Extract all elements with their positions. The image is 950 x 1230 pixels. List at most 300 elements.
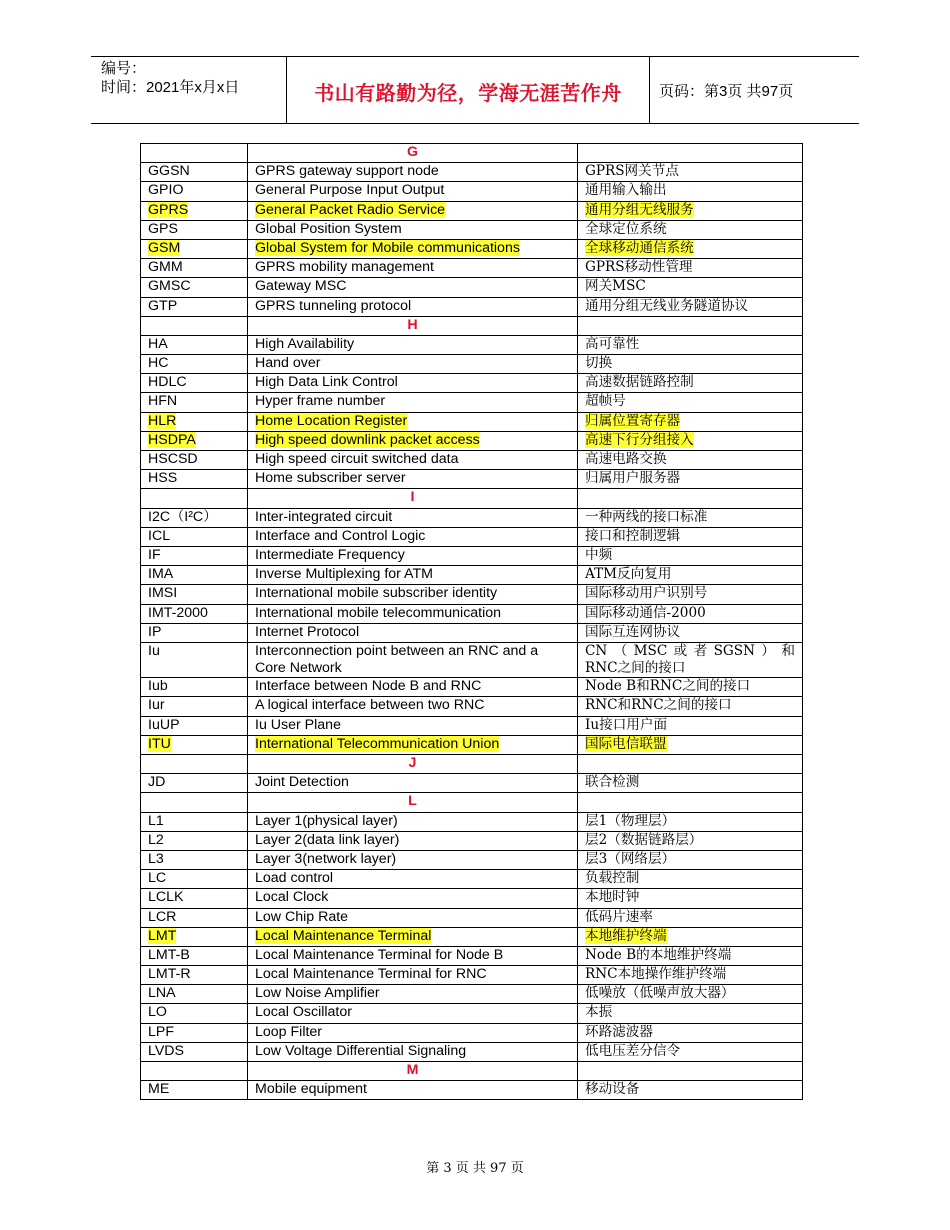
chinese-term-word: （ bbox=[613, 642, 628, 659]
english-term: Local Oscillator bbox=[255, 1004, 352, 1021]
chinese-term: 移动设备 bbox=[585, 1081, 640, 1098]
glossary-row bbox=[141, 870, 803, 889]
glossary-row bbox=[141, 623, 803, 642]
glossary-table bbox=[140, 143, 803, 1100]
english-term-cell bbox=[248, 946, 578, 965]
english-term-cell bbox=[248, 889, 578, 908]
chinese-term: 国际移动通信-2000 bbox=[585, 604, 706, 621]
chinese-term: GPRS移动性管理 bbox=[585, 259, 693, 276]
chinese-term-cell bbox=[578, 470, 803, 489]
chinese-term-word: 和 bbox=[781, 642, 795, 659]
abbreviation: LCR bbox=[148, 908, 177, 925]
chinese-term: RNC本地操作维护终端 bbox=[585, 966, 727, 983]
abbreviation-cell bbox=[141, 774, 248, 793]
glossary-row bbox=[141, 908, 803, 927]
english-term-cell bbox=[248, 927, 578, 946]
chinese-term: 一种两线的接口标准 bbox=[585, 508, 708, 525]
chinese-term: 国际互连网协议 bbox=[585, 623, 681, 640]
glossary-row bbox=[141, 470, 803, 489]
chinese-term: ATM反向复用 bbox=[585, 566, 672, 583]
chinese-term: Node B和RNC之间的接口 bbox=[585, 678, 751, 695]
english-term-cell bbox=[248, 412, 578, 431]
section-letter: J bbox=[248, 755, 578, 774]
abbreviation-cell bbox=[141, 642, 248, 677]
abbreviation: L3 bbox=[148, 850, 164, 867]
glossary-row bbox=[141, 642, 803, 677]
english-term: Low Noise Amplifier bbox=[255, 985, 380, 1002]
chinese-term-cell bbox=[578, 927, 803, 946]
abbreviation-cell bbox=[141, 623, 248, 642]
chinese-term-cell bbox=[578, 259, 803, 278]
chinese-term-cell bbox=[578, 182, 803, 201]
chinese-term: 归属位置寄存器 bbox=[585, 412, 681, 429]
chinese-term-cell bbox=[578, 374, 803, 393]
abbreviation: ICL bbox=[148, 527, 171, 544]
chinese-term-cell bbox=[578, 697, 803, 716]
chinese-term: 本地维护终端 bbox=[585, 927, 667, 944]
english-term: Intermediate Frequency bbox=[255, 546, 405, 563]
glossary-row bbox=[141, 831, 803, 850]
chinese-term: 高速下行分组接入 bbox=[585, 431, 694, 448]
abbreviation-cell bbox=[141, 870, 248, 889]
header-motto: 书山有路勤为径，学海无涯苦作舟 bbox=[314, 83, 622, 105]
section-letter: H bbox=[248, 316, 578, 335]
abbreviation: L1 bbox=[148, 812, 164, 829]
english-term-cell bbox=[248, 812, 578, 831]
chinese-term: 低电压差分信令 bbox=[585, 1042, 681, 1059]
header-meta bbox=[101, 59, 239, 97]
abbreviation-cell bbox=[141, 259, 248, 278]
english-term: Loop Filter bbox=[255, 1023, 323, 1040]
abbreviation: HFN bbox=[148, 393, 178, 410]
empty-cell bbox=[578, 144, 803, 163]
english-term-cell bbox=[248, 566, 578, 585]
english-term-cell bbox=[248, 259, 578, 278]
english-term-cell bbox=[248, 431, 578, 450]
abbreviation: LCLK bbox=[148, 889, 184, 906]
english-term: Local Clock bbox=[255, 889, 329, 906]
abbreviation-cell bbox=[141, 527, 248, 546]
english-term: Hyper frame number bbox=[255, 393, 386, 410]
chinese-term-cell bbox=[578, 278, 803, 297]
english-term: GPRS mobility management bbox=[255, 259, 434, 276]
abbreviation: Iu bbox=[148, 642, 160, 659]
chinese-term-cell bbox=[578, 451, 803, 470]
abbreviation-cell bbox=[141, 355, 248, 374]
abbreviation-cell bbox=[141, 1081, 248, 1100]
abbreviation-cell bbox=[141, 889, 248, 908]
english-term: Layer 1(physical layer) bbox=[255, 812, 398, 829]
abbreviation-cell bbox=[141, 1004, 248, 1023]
chinese-term-cell bbox=[578, 604, 803, 623]
english-term: Interface and Control Logic bbox=[255, 527, 426, 544]
abbreviation: GMM bbox=[148, 259, 183, 276]
abbreviation-cell bbox=[141, 908, 248, 927]
glossary-row bbox=[141, 163, 803, 182]
glossary-row bbox=[141, 297, 803, 316]
english-term-cell bbox=[248, 297, 578, 316]
chinese-term-word: MSC bbox=[633, 642, 668, 659]
glossary-row bbox=[141, 412, 803, 431]
english-term: Home Location Register bbox=[255, 412, 408, 429]
english-term-cell bbox=[248, 870, 578, 889]
chinese-term-cell bbox=[578, 335, 803, 354]
empty-cell bbox=[578, 755, 803, 774]
abbreviation: LMT-R bbox=[148, 966, 191, 983]
glossary-row bbox=[141, 774, 803, 793]
chinese-term-cell bbox=[578, 508, 803, 527]
chinese-term: 高可靠性 bbox=[585, 335, 640, 352]
english-term-cell bbox=[248, 735, 578, 754]
chinese-term: 联合检测 bbox=[585, 774, 640, 791]
english-term-cell bbox=[248, 1023, 578, 1042]
chinese-term-cell bbox=[578, 966, 803, 985]
chinese-term-cell bbox=[578, 985, 803, 1004]
english-term: Mobile equipment bbox=[255, 1081, 367, 1098]
english-term-cell bbox=[248, 470, 578, 489]
glossary-row bbox=[141, 239, 803, 258]
chinese-term: 高速数据链路控制 bbox=[585, 374, 694, 391]
chinese-term-cell bbox=[578, 585, 803, 604]
english-term-cell bbox=[248, 716, 578, 735]
english-term-cell bbox=[248, 374, 578, 393]
glossary-row bbox=[141, 927, 803, 946]
chinese-term-cell bbox=[578, 239, 803, 258]
abbreviation: LC bbox=[148, 870, 167, 887]
english-term: GPRS tunneling protocol bbox=[255, 297, 412, 314]
chinese-term: 中频 bbox=[585, 546, 613, 563]
section-row bbox=[141, 144, 803, 163]
abbreviation-cell bbox=[141, 585, 248, 604]
abbreviation: HSCSD bbox=[148, 451, 198, 467]
english-term: Joint Detection bbox=[255, 774, 349, 791]
chinese-term: GPRS网关节点 bbox=[585, 163, 679, 180]
abbreviation: GGSN bbox=[148, 163, 190, 180]
section-row bbox=[141, 1062, 803, 1081]
english-term: Local Maintenance Terminal bbox=[255, 927, 432, 944]
abbreviation-cell bbox=[141, 927, 248, 946]
chinese-term: 网关MSC bbox=[585, 278, 646, 295]
header-page-info: 页码：第3页 共97页 bbox=[659, 83, 794, 100]
glossary-row bbox=[141, 335, 803, 354]
english-term-cell bbox=[248, 966, 578, 985]
english-term: High speed downlink packet access bbox=[255, 431, 480, 448]
english-term: Layer 3(network layer) bbox=[255, 850, 397, 867]
abbreviation: GSM bbox=[148, 239, 181, 256]
empty-cell bbox=[141, 144, 248, 163]
abbreviation-cell bbox=[141, 850, 248, 869]
glossary-row bbox=[141, 201, 803, 220]
section-row bbox=[141, 489, 803, 508]
english-term: Iu User Plane bbox=[255, 716, 341, 733]
abbreviation: Iur bbox=[148, 697, 165, 714]
chinese-term-cell bbox=[578, 201, 803, 220]
chinese-term: 本地时钟 bbox=[585, 889, 640, 906]
glossary-row bbox=[141, 508, 803, 527]
glossary-row bbox=[141, 604, 803, 623]
abbreviation-cell bbox=[141, 220, 248, 239]
abbreviation: IMSI bbox=[148, 585, 178, 602]
chinese-term-cell bbox=[578, 642, 803, 677]
chinese-term-cell bbox=[578, 1023, 803, 1042]
english-term: Low Chip Rate bbox=[255, 908, 349, 925]
english-term-cell bbox=[248, 527, 578, 546]
glossary-row bbox=[141, 946, 803, 965]
glossary-row bbox=[141, 716, 803, 735]
english-term-cell bbox=[248, 585, 578, 604]
chinese-term: 全球移动通信系统 bbox=[585, 239, 694, 256]
abbreviation: HC bbox=[148, 355, 169, 372]
english-term: Inter-integrated circuit bbox=[255, 508, 393, 525]
abbreviation: GMSC bbox=[148, 278, 191, 295]
abbreviation-cell bbox=[141, 678, 248, 697]
abbreviation: ITU bbox=[148, 735, 171, 752]
english-term: Inverse Multiplexing for ATM bbox=[255, 566, 433, 583]
empty-cell bbox=[141, 755, 248, 774]
empty-cell bbox=[578, 1062, 803, 1081]
chinese-term: 层3（网络层） bbox=[585, 850, 676, 867]
chinese-term: 负载控制 bbox=[585, 870, 640, 887]
english-term-cell bbox=[248, 985, 578, 1004]
chinese-term-word: SGSN bbox=[713, 642, 755, 659]
glossary-row bbox=[141, 812, 803, 831]
abbreviation-cell bbox=[141, 735, 248, 754]
abbreviation-cell bbox=[141, 1023, 248, 1042]
chinese-term: 通用分组无线服务 bbox=[585, 201, 694, 218]
empty-cell bbox=[141, 316, 248, 335]
abbreviation: HSDPA bbox=[148, 431, 196, 448]
chinese-term: Node B的本地维护终端 bbox=[585, 946, 732, 963]
section-letter: M bbox=[248, 1062, 578, 1081]
abbreviation: IMT-2000 bbox=[148, 604, 208, 621]
chinese-term: 通用分组无线业务隧道协议 bbox=[585, 297, 749, 314]
section-letter: G bbox=[248, 144, 578, 163]
glossary-row bbox=[141, 374, 803, 393]
chinese-term-line bbox=[585, 643, 795, 660]
glossary-row bbox=[141, 1042, 803, 1061]
chinese-term: 国际电信联盟 bbox=[585, 735, 667, 752]
english-term-cell bbox=[248, 546, 578, 565]
abbreviation: GPS bbox=[148, 220, 178, 237]
abbreviation-cell bbox=[141, 239, 248, 258]
chinese-term-cell bbox=[578, 393, 803, 412]
document-number-label: 编号： bbox=[101, 60, 147, 77]
empty-cell bbox=[578, 793, 803, 812]
english-term-cell bbox=[248, 850, 578, 869]
chinese-term-cell bbox=[578, 412, 803, 431]
glossary-row bbox=[141, 1023, 803, 1042]
english-term-cell bbox=[248, 201, 578, 220]
abbreviation: GPRS bbox=[148, 201, 189, 218]
glossary-row bbox=[141, 393, 803, 412]
english-term: International Telecommunication Union bbox=[255, 735, 500, 752]
english-term-cell bbox=[248, 220, 578, 239]
section-row bbox=[141, 793, 803, 812]
chinese-term: 超帧号 bbox=[585, 393, 626, 410]
empty-cell bbox=[141, 793, 248, 812]
glossary-row bbox=[141, 355, 803, 374]
header-divider bbox=[649, 57, 650, 123]
english-term: Global System for Mobile communications bbox=[255, 239, 520, 256]
abbreviation: IP bbox=[148, 623, 162, 640]
abbreviation: LMT bbox=[148, 927, 177, 944]
chinese-term: 切换 bbox=[585, 355, 613, 372]
abbreviation: IF bbox=[148, 546, 161, 563]
chinese-term-cell bbox=[578, 678, 803, 697]
english-term-cell bbox=[248, 508, 578, 527]
page-header bbox=[91, 56, 859, 124]
chinese-term-cell bbox=[578, 774, 803, 793]
abbreviation-cell bbox=[141, 812, 248, 831]
empty-cell bbox=[141, 489, 248, 508]
english-term-cell bbox=[248, 831, 578, 850]
glossary-row bbox=[141, 527, 803, 546]
abbreviation-cell bbox=[141, 566, 248, 585]
english-term-cell bbox=[248, 642, 578, 677]
page-footer: 第 3 页 共 97 页 bbox=[426, 1161, 524, 1176]
english-term: Global Position System bbox=[255, 220, 402, 237]
english-term: Load control bbox=[255, 870, 334, 887]
english-term-cell bbox=[248, 335, 578, 354]
abbreviation-cell bbox=[141, 1042, 248, 1061]
chinese-term-cell bbox=[578, 946, 803, 965]
abbreviation-cell bbox=[141, 163, 248, 182]
chinese-term: 通用输入输出 bbox=[585, 182, 667, 199]
chinese-term-cell bbox=[578, 735, 803, 754]
abbreviation-cell bbox=[141, 297, 248, 316]
english-term: International mobile subscriber identity bbox=[255, 585, 498, 602]
empty-cell bbox=[578, 489, 803, 508]
chinese-term-cell bbox=[578, 1042, 803, 1061]
english-term: Hand over bbox=[255, 355, 321, 372]
abbreviation: LVDS bbox=[148, 1042, 185, 1059]
abbreviation: LNA bbox=[148, 985, 176, 1002]
english-term-cell bbox=[248, 697, 578, 716]
chinese-term-cell bbox=[578, 623, 803, 642]
abbreviation-cell bbox=[141, 546, 248, 565]
glossary-row bbox=[141, 546, 803, 565]
abbreviation-cell bbox=[141, 985, 248, 1004]
abbreviation: LO bbox=[148, 1004, 167, 1021]
chinese-term-cell bbox=[578, 812, 803, 831]
glossary-row bbox=[141, 1004, 803, 1023]
chinese-term-word: ） bbox=[761, 642, 775, 659]
abbreviation-cell bbox=[141, 182, 248, 201]
abbreviation-cell bbox=[141, 966, 248, 985]
abbreviation: HDLC bbox=[148, 374, 187, 391]
section-row bbox=[141, 316, 803, 335]
english-term-cell bbox=[248, 355, 578, 374]
chinese-term-cell bbox=[578, 889, 803, 908]
abbreviation: IMA bbox=[148, 566, 174, 583]
chinese-term-cell bbox=[578, 527, 803, 546]
abbreviation: HLR bbox=[148, 412, 177, 429]
glossary-row bbox=[141, 566, 803, 585]
chinese-term: 环路滤波器 bbox=[585, 1023, 653, 1040]
chinese-term: 层2（数据链路层） bbox=[585, 831, 703, 848]
abbreviation-cell bbox=[141, 470, 248, 489]
chinese-term: 接口和控制逻辑 bbox=[585, 527, 681, 544]
english-term-cell bbox=[248, 278, 578, 297]
glossary-row bbox=[141, 678, 803, 697]
section-letter: I bbox=[248, 489, 578, 508]
abbreviation: JD bbox=[148, 774, 166, 791]
chinese-term-cell bbox=[578, 546, 803, 565]
english-term: General Purpose Input Output bbox=[255, 182, 445, 199]
chinese-term: RNC和RNC之间的接口 bbox=[585, 697, 732, 714]
english-term-cell bbox=[248, 163, 578, 182]
chinese-term-cell bbox=[578, 163, 803, 182]
chinese-term-cell bbox=[578, 908, 803, 927]
english-term: Internet Protocol bbox=[255, 623, 360, 640]
english-term: High speed circuit switched data bbox=[255, 451, 459, 467]
abbreviation-cell bbox=[141, 451, 248, 470]
english-term-cell bbox=[248, 182, 578, 201]
english-term-cell bbox=[248, 623, 578, 642]
abbreviation: HSS bbox=[148, 470, 178, 487]
chinese-term: 国际移动用户识别号 bbox=[585, 585, 708, 602]
abbreviation: L2 bbox=[148, 831, 164, 848]
english-term-cell bbox=[248, 393, 578, 412]
english-term-cell bbox=[248, 604, 578, 623]
english-term-cell bbox=[248, 774, 578, 793]
abbreviation-cell bbox=[141, 831, 248, 850]
glossary-row bbox=[141, 697, 803, 716]
chinese-term: 高速电路交换 bbox=[585, 451, 667, 467]
glossary-row bbox=[141, 985, 803, 1004]
chinese-term-cell bbox=[578, 870, 803, 889]
abbreviation-cell bbox=[141, 201, 248, 220]
english-term-cell bbox=[248, 1004, 578, 1023]
section-letter: L bbox=[248, 793, 578, 812]
english-term: Interface between Node B and RNC bbox=[255, 678, 482, 695]
chinese-term-word: 或 bbox=[673, 642, 688, 659]
english-term: A logical interface between two RNC bbox=[255, 697, 485, 714]
english-term: High Availability bbox=[255, 335, 355, 352]
abbreviation-cell bbox=[141, 393, 248, 412]
glossary-row bbox=[141, 966, 803, 985]
chinese-term-cell bbox=[578, 431, 803, 450]
english-term: Interconnection point between an RNC and a Core Network bbox=[255, 642, 539, 677]
glossary-row bbox=[141, 735, 803, 754]
chinese-term-cell bbox=[578, 566, 803, 585]
chinese-term: 低码片速率 bbox=[585, 908, 653, 925]
abbreviation: Iub bbox=[148, 678, 168, 695]
chinese-term: 全球定位系统 bbox=[585, 220, 667, 237]
chinese-term-cell bbox=[578, 220, 803, 239]
glossary-row bbox=[141, 220, 803, 239]
empty-cell bbox=[578, 316, 803, 335]
chinese-term-cell bbox=[578, 1081, 803, 1100]
english-term-cell bbox=[248, 678, 578, 697]
chinese-term-cell bbox=[578, 1004, 803, 1023]
english-term-cell bbox=[248, 451, 578, 470]
chinese-term-cell bbox=[578, 297, 803, 316]
abbreviation-cell bbox=[141, 335, 248, 354]
chinese-term: 低噪放（低噪声放大器） bbox=[585, 985, 735, 1002]
abbreviation: HA bbox=[148, 335, 168, 352]
chinese-term: Iu接口用户面 bbox=[585, 716, 668, 733]
chinese-term-word: 者 bbox=[693, 642, 708, 659]
abbreviation-cell bbox=[141, 278, 248, 297]
abbreviation: I2C（I²C） bbox=[148, 508, 218, 525]
english-term: High Data Link Control bbox=[255, 374, 398, 391]
english-term: Gateway MSC bbox=[255, 278, 347, 295]
glossary-body bbox=[141, 144, 803, 1100]
chinese-term-cell bbox=[578, 355, 803, 374]
glossary-row bbox=[141, 889, 803, 908]
abbreviation-cell bbox=[141, 697, 248, 716]
